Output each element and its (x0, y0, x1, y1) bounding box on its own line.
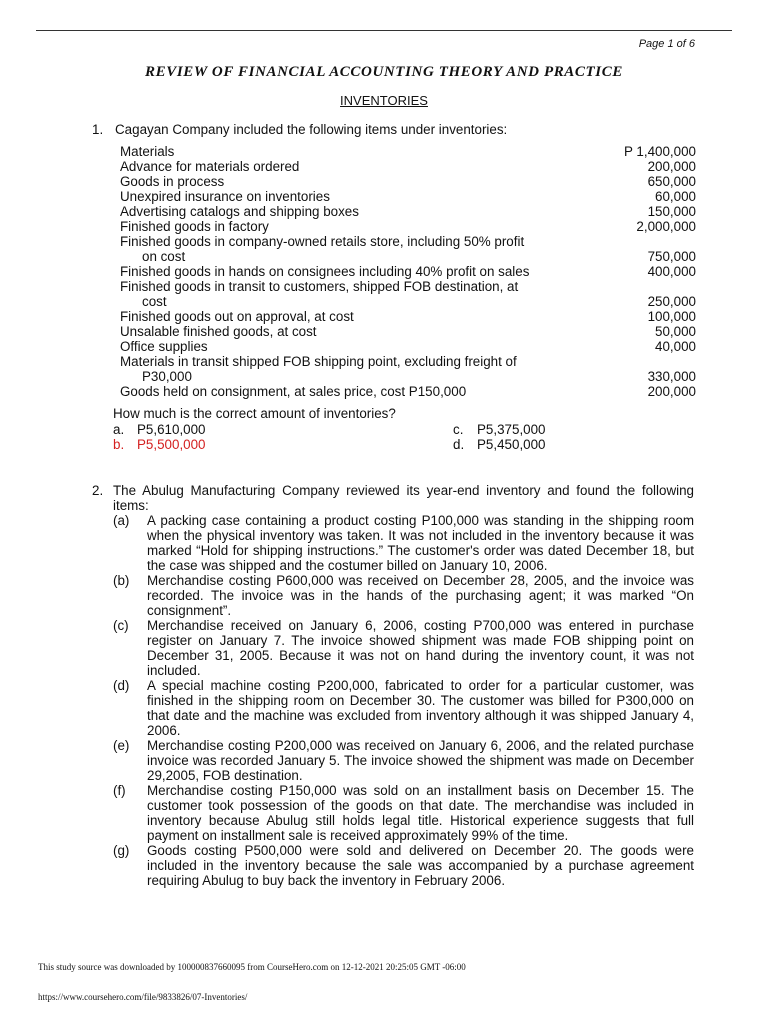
inventory-item-desc: Goods held on consignment, at sales price, cost P150,000 (120, 384, 467, 399)
inventory-item-desc: Office supplies (120, 339, 208, 354)
inventory-item-desc: Finished goods in company-owned retails store, including 50% profit on cost (120, 234, 525, 264)
inventory-item-amount: P 1,400,000 (624, 144, 696, 159)
item-tag: (d) (113, 678, 130, 693)
question-2-item (113, 843, 694, 888)
answer-choice-b: b. P5,500,000 (113, 437, 206, 452)
question-2-item (113, 678, 694, 738)
question-2 (92, 483, 694, 888)
inventory-item (120, 384, 696, 399)
question-1-stem (92, 122, 507, 137)
item-text: A special machine costing P200,000, fabricated to order for a particular customer, was finished in the shipping room on December 30. The customer was billed for P300,000 on that date and the machine was excluded from inventory although it was shipped January 4, 2006. (147, 678, 694, 738)
inventory-item (120, 189, 696, 204)
inventory-item-desc: Unsalable finished goods, at cost (120, 324, 317, 339)
inventory-item-amount: 200,000 (647, 159, 696, 174)
item-text: A packing case containing a product costing P100,000 was standing in the shipping room when the physical inventory was taken. It was not included in the inventory because it was marked “Hold for shipping instructions.” The customer's order was dated December 18, but the case was shipped and the costumer billed on January 10, 2006. (147, 513, 694, 573)
source-url: https://www.coursehero.com/file/9833826/07-Inventories/ (38, 992, 248, 1002)
inventory-item-desc: Finished goods out on approval, at cost (120, 309, 354, 324)
item-text: Merchandise received on January 6, 2006, costing P700,000 was entered in purchase register on January 7. The invoice showed shipment was made FOB shipping point on December 31, 2005. Because it was not on hand during the inventory count, it was not included. (147, 618, 694, 678)
inventory-item (120, 174, 696, 189)
inventory-item (120, 144, 696, 159)
question-1-text: Cagayan Company included the following items under inventories: (115, 122, 508, 137)
download-notice: This study source was downloaded by 100000837660095 from CourseHero.com on 12-12-2021 20:25:05 GMT -06:00 (38, 962, 466, 972)
item-tag: (b) (113, 573, 130, 588)
inventory-item-amount: 50,000 (655, 324, 696, 339)
inventory-item-desc: Unexpired insurance on inventories (120, 189, 330, 204)
item-tag: (a) (113, 513, 130, 528)
inventory-item-desc: Goods in process (120, 174, 225, 189)
inventory-item-amount: 200,000 (647, 384, 696, 399)
item-tag: (c) (113, 618, 129, 633)
inventory-item (120, 204, 696, 219)
inventory-item-amount: 400,000 (647, 264, 696, 279)
answer-choices (113, 422, 593, 452)
inventory-item-amount: 2,000,000 (636, 219, 696, 234)
section-heading: INVENTORIES (340, 93, 428, 108)
inventory-item-amount: 250,000 (647, 294, 696, 309)
inventory-item-amount: 40,000 (655, 339, 696, 354)
inventory-item-desc: Finished goods in factory (120, 219, 269, 234)
inventory-item (120, 339, 696, 354)
answer-choice-d: d. P5,450,000 (453, 437, 546, 452)
inventory-item (120, 264, 696, 279)
inventory-item (120, 234, 696, 264)
question-2-items (92, 513, 694, 888)
question-2-item (113, 573, 694, 618)
inventory-item-desc: Finished goods in transit to customers, shipped FOB destination, at cost (120, 279, 519, 309)
item-text: Merchandise costing P600,000 was received on December 28, 2005, and the invoice was recorded. The invoice was in the hands of the purchasing agent; it was marked “On consignment”. (147, 573, 694, 618)
document-title: REVIEW OF FINANCIAL ACCOUNTING THEORY AND PRACTICE (145, 64, 623, 80)
inventory-item-desc: Advertising catalogs and shipping boxes (120, 204, 359, 219)
inventory-item-amount: 150,000 (647, 204, 696, 219)
item-tag: (g) (113, 843, 130, 858)
inventory-item (120, 159, 696, 174)
question-2-item (113, 738, 694, 783)
item-tag: (e) (113, 738, 130, 753)
inventory-item (120, 309, 696, 324)
inventory-item-desc: Materials (120, 144, 175, 159)
header-rule (36, 30, 732, 31)
inventory-item-amount: 330,000 (647, 369, 696, 384)
item-tag: (f) (113, 783, 126, 798)
item-text: Merchandise costing P150,000 was sold on an installment basis on December 15. The customer took possession of the goods on that date. The merchandise was included in inventory because Abulug still holds legal title. Historical experience suggests that full payment on installment sale is received approximately 99% of the time. (147, 783, 694, 843)
question-1-prompt: How much is the correct amount of inventories? (113, 406, 396, 421)
question-2-number: 2. (92, 483, 104, 498)
inventory-item-amount: 100,000 (647, 309, 696, 324)
inventory-item-amount: 60,000 (655, 189, 696, 204)
inventory-item-desc: Materials in transit shipped FOB shipping point, excluding freight of P30,000 (120, 354, 517, 384)
question-2-stem (92, 483, 694, 513)
inventory-item (120, 354, 696, 384)
inventory-item-desc: Finished goods in hands on consignees including 40% profit on sales (120, 264, 530, 279)
inventory-item (120, 219, 696, 234)
inventory-item (120, 324, 696, 339)
answer-choice-c: c. P5,375,000 (453, 422, 546, 437)
question-2-item (113, 513, 694, 573)
answer-choice-a: a. P5,610,000 (113, 422, 206, 437)
inventory-item-amount: 650,000 (647, 174, 696, 189)
inventory-item (120, 279, 696, 309)
question-1-number: 1. (92, 122, 104, 137)
item-text: Merchandise costing P200,000 was received on January 6, 2006, and the related purchase invoice was recorded January 5. The invoice showed the shipment was made on December 29,2005, FOB destination. (147, 738, 694, 783)
item-text: Goods costing P500,000 were sold and delivered on December 20. The goods were included in the inventory because the sale was accompanied by a purchase agreement requiring Abulug to buy back the inventory in February 2006. (147, 843, 694, 888)
inventory-item-amount: 750,000 (647, 249, 696, 264)
inventory-items-list (120, 144, 696, 399)
question-2-item (113, 783, 694, 843)
inventory-item-desc: Advance for materials ordered (120, 159, 300, 174)
question-2-item (113, 618, 694, 678)
question-2-text: The Abulug Manufacturing Company reviewed its year-end inventory and found the following items: (113, 483, 694, 513)
page-number: Page 1 of 6 (638, 38, 695, 50)
